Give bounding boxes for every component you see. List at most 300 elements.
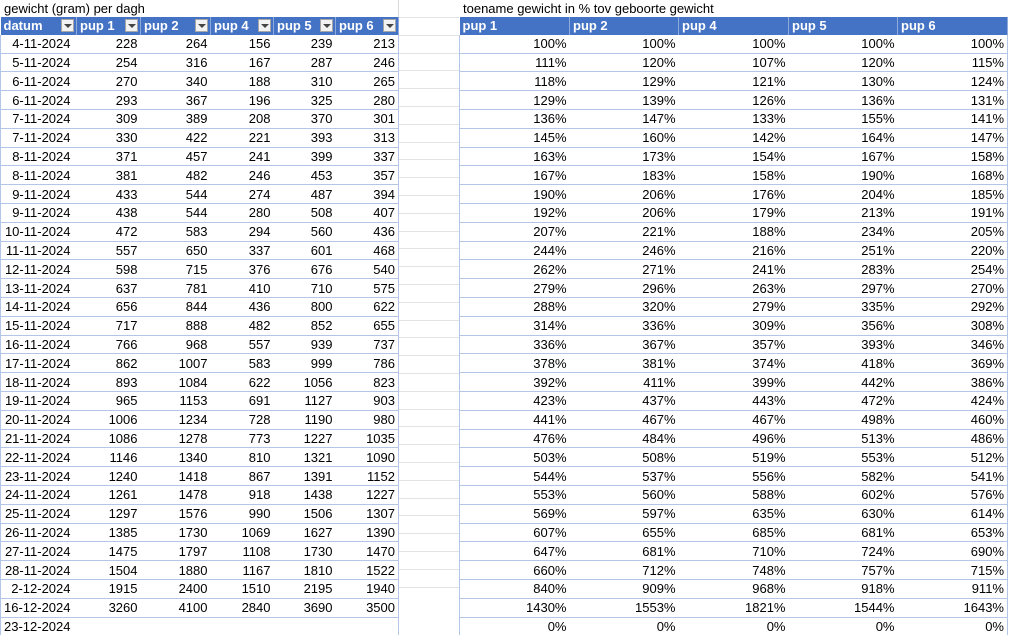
table-cell[interactable]: 192% [460, 203, 570, 222]
table-cell[interactable]: 310 [274, 72, 336, 91]
table-cell[interactable]: 8-11-2024 [1, 147, 77, 166]
table-cell[interactable]: 560% [570, 485, 679, 504]
table-cell[interactable]: 309% [679, 316, 789, 335]
table-cell[interactable]: 183% [570, 166, 679, 185]
table-cell[interactable]: 205% [898, 222, 1008, 241]
table-cell[interactable]: 508% [570, 448, 679, 467]
table-cell[interactable]: 369% [898, 354, 1008, 373]
table-cell[interactable]: 442% [789, 373, 898, 392]
table-cell[interactable]: 21-11-2024 [1, 429, 77, 448]
table-cell[interactable]: 1056 [274, 373, 336, 392]
table-cell[interactable]: 553% [460, 485, 570, 504]
filter-dropdown-icon[interactable] [125, 19, 138, 32]
table-cell[interactable]: 213% [789, 203, 898, 222]
table-cell[interactable]: 1340 [141, 448, 211, 467]
table-cell[interactable]: 336% [570, 316, 679, 335]
table-cell[interactable]: 265 [336, 72, 399, 91]
table-cell[interactable]: 7-11-2024 [1, 109, 77, 128]
table-cell[interactable]: 241% [679, 260, 789, 279]
table-cell[interactable]: 1730 [274, 542, 336, 561]
table-cell[interactable]: 185% [898, 185, 1008, 204]
table-cell[interactable]: 313 [336, 128, 399, 147]
table-cell[interactable]: 280 [336, 91, 399, 110]
table-cell[interactable]: 893 [77, 373, 141, 392]
table-cell[interactable]: 422 [141, 128, 211, 147]
table-cell[interactable]: 556% [679, 467, 789, 486]
table-cell[interactable]: 141% [898, 109, 1008, 128]
table-cell[interactable]: 190% [460, 185, 570, 204]
table-cell[interactable]: 1821% [679, 598, 789, 617]
table-cell[interactable]: 241 [211, 147, 274, 166]
table-cell[interactable]: 410 [211, 279, 274, 298]
table-cell[interactable]: 1297 [77, 504, 141, 523]
table-cell[interactable]: 583 [141, 222, 211, 241]
table-cell[interactable]: 467% [570, 410, 679, 429]
table-cell[interactable]: 1504 [77, 561, 141, 580]
table-cell[interactable]: 560 [274, 222, 336, 241]
table-cell[interactable]: 228 [77, 35, 141, 53]
table-cell[interactable]: 4-11-2024 [1, 35, 77, 53]
table-cell[interactable]: 653% [898, 523, 1008, 542]
table-cell[interactable]: 1915 [77, 579, 141, 598]
table-cell[interactable]: 100% [679, 35, 789, 53]
table-cell[interactable]: 438 [77, 203, 141, 222]
table-cell[interactable]: 288% [460, 297, 570, 316]
table-cell[interactable]: 2840 [211, 598, 274, 617]
table-cell[interactable]: 472 [77, 222, 141, 241]
table-cell[interactable]: 468 [336, 241, 399, 260]
table-cell[interactable]: 655% [570, 523, 679, 542]
table-cell[interactable]: 386% [898, 373, 1008, 392]
table-cell[interactable]: 18-11-2024 [1, 373, 77, 392]
table-cell[interactable]: 336% [460, 335, 570, 354]
table-cell[interactable]: 26-11-2024 [1, 523, 77, 542]
table-cell[interactable]: 472% [789, 391, 898, 410]
table-cell[interactable]: 316 [141, 53, 211, 72]
table-cell[interactable]: 154% [679, 147, 789, 166]
table-cell[interactable]: 167% [789, 147, 898, 166]
table-cell[interactable]: 1086 [77, 429, 141, 448]
table-cell[interactable]: 424% [898, 391, 1008, 410]
table-cell[interactable]: 453 [274, 166, 336, 185]
table-cell[interactable]: 436 [336, 222, 399, 241]
table-cell[interactable] [141, 617, 211, 635]
table-cell[interactable]: 968 [141, 335, 211, 354]
table-cell[interactable]: 2-12-2024 [1, 579, 77, 598]
table-cell[interactable]: 11-11-2024 [1, 241, 77, 260]
weight-header-pup-4[interactable] [211, 17, 274, 35]
table-cell[interactable]: 160% [570, 128, 679, 147]
table-cell[interactable]: 330 [77, 128, 141, 147]
table-cell[interactable]: 399% [679, 373, 789, 392]
table-cell[interactable]: 221% [570, 222, 679, 241]
table-cell[interactable]: 158% [679, 166, 789, 185]
table-cell[interactable]: 264 [141, 35, 211, 53]
table-cell[interactable]: 423% [460, 391, 570, 410]
table-cell[interactable]: 168% [898, 166, 1008, 185]
table-cell[interactable]: 1240 [77, 467, 141, 486]
table-cell[interactable]: 0% [460, 617, 570, 635]
table-cell[interactable]: 1390 [336, 523, 399, 542]
table-cell[interactable]: 280 [211, 203, 274, 222]
table-cell[interactable]: 206% [570, 203, 679, 222]
table-cell[interactable]: 999 [274, 354, 336, 373]
table-cell[interactable]: 852 [274, 316, 336, 335]
table-cell[interactable]: 598 [77, 260, 141, 279]
table-cell[interactable]: 614% [898, 504, 1008, 523]
table-cell[interactable]: 1069 [211, 523, 274, 542]
table-cell[interactable]: 246% [570, 241, 679, 260]
table-cell[interactable]: 436 [211, 297, 274, 316]
table-cell[interactable]: 399 [274, 147, 336, 166]
table-cell[interactable]: 4100 [141, 598, 211, 617]
table-cell[interactable]: 167% [460, 166, 570, 185]
table-cell[interactable]: 519% [679, 448, 789, 467]
table-cell[interactable] [336, 617, 399, 635]
table-cell[interactable]: 294 [211, 222, 274, 241]
percent-header-pup-6[interactable] [898, 17, 1008, 35]
table-cell[interactable]: 263% [679, 279, 789, 298]
table-cell[interactable]: 381% [570, 354, 679, 373]
table-cell[interactable]: 1035 [336, 429, 399, 448]
table-cell[interactable]: 10-11-2024 [1, 222, 77, 241]
table-cell[interactable]: 6-11-2024 [1, 91, 77, 110]
table-cell[interactable]: 301 [336, 109, 399, 128]
table-cell[interactable]: 283% [789, 260, 898, 279]
table-cell[interactable]: 1430% [460, 598, 570, 617]
table-cell[interactable]: 3690 [274, 598, 336, 617]
table-cell[interactable]: 656 [77, 297, 141, 316]
table-cell[interactable]: 356% [789, 316, 898, 335]
table-cell[interactable]: 340 [141, 72, 211, 91]
table-cell[interactable]: 1470 [336, 542, 399, 561]
table-cell[interactable]: 213 [336, 35, 399, 53]
table-cell[interactable]: 13-11-2024 [1, 279, 77, 298]
table-cell[interactable]: 1167 [211, 561, 274, 580]
table-cell[interactable]: 164% [789, 128, 898, 147]
table-cell[interactable]: 844 [141, 297, 211, 316]
table-cell[interactable]: 540 [336, 260, 399, 279]
table-cell[interactable]: 1797 [141, 542, 211, 561]
table-cell[interactable]: 1438 [274, 485, 336, 504]
table-cell[interactable]: 100% [570, 35, 679, 53]
table-cell[interactable]: 660% [460, 561, 570, 580]
table-cell[interactable]: 443% [679, 391, 789, 410]
table-cell[interactable]: 262% [460, 260, 570, 279]
table-cell[interactable]: 918 [211, 485, 274, 504]
table-cell[interactable]: 314% [460, 316, 570, 335]
table-cell[interactable] [77, 617, 141, 635]
table-cell[interactable]: 1153 [141, 391, 211, 410]
table-cell[interactable]: 173% [570, 147, 679, 166]
table-cell[interactable]: 1576 [141, 504, 211, 523]
table-cell[interactable]: 15-11-2024 [1, 316, 77, 335]
table-cell[interactable]: 1321 [274, 448, 336, 467]
filter-dropdown-icon[interactable] [258, 19, 271, 32]
table-cell[interactable]: 1506 [274, 504, 336, 523]
table-cell[interactable]: 1278 [141, 429, 211, 448]
table-cell[interactable]: 196 [211, 91, 274, 110]
table-cell[interactable]: 320% [570, 297, 679, 316]
table-cell[interactable]: 378% [460, 354, 570, 373]
table-cell[interactable]: 1234 [141, 410, 211, 429]
table-cell[interactable]: 206% [570, 185, 679, 204]
table-cell[interactable]: 367 [141, 91, 211, 110]
table-cell[interactable]: 12-11-2024 [1, 260, 77, 279]
table-cell[interactable]: 1307 [336, 504, 399, 523]
percent-header-pup-5[interactable] [789, 17, 898, 35]
table-cell[interactable]: 482 [141, 166, 211, 185]
table-cell[interactable]: 476% [460, 429, 570, 448]
table-cell[interactable]: 602% [789, 485, 898, 504]
table-cell[interactable]: 308% [898, 316, 1008, 335]
table-cell[interactable]: 176% [679, 185, 789, 204]
table-cell[interactable]: 287 [274, 53, 336, 72]
table-cell[interactable]: 145% [460, 128, 570, 147]
table-cell[interactable]: 254% [898, 260, 1008, 279]
table-cell[interactable]: 19-11-2024 [1, 391, 77, 410]
table-cell[interactable]: 1522 [336, 561, 399, 580]
table-cell[interactable]: 3500 [336, 598, 399, 617]
table-cell[interactable]: 142% [679, 128, 789, 147]
table-cell[interactable]: 292% [898, 297, 1008, 316]
table-cell[interactable]: 544 [141, 203, 211, 222]
table-cell[interactable]: 1810 [274, 561, 336, 580]
table-cell[interactable]: 498% [789, 410, 898, 429]
table-cell[interactable]: 337 [336, 147, 399, 166]
table-cell[interactable]: 460% [898, 410, 1008, 429]
table-cell[interactable]: 1090 [336, 448, 399, 467]
table-cell[interactable]: 484% [570, 429, 679, 448]
filter-dropdown-icon[interactable] [383, 19, 396, 32]
table-cell[interactable]: 980 [336, 410, 399, 429]
table-cell[interactable]: 748% [679, 561, 789, 580]
table-cell[interactable]: 411% [570, 373, 679, 392]
table-cell[interactable]: 274 [211, 185, 274, 204]
table-cell[interactable]: 862 [77, 354, 141, 373]
table-cell[interactable]: 139% [570, 91, 679, 110]
table-cell[interactable]: 1475 [77, 542, 141, 561]
table-cell[interactable]: 124% [898, 72, 1008, 91]
table-cell[interactable]: 239 [274, 35, 336, 53]
table-cell[interactable]: 1730 [141, 523, 211, 542]
table-cell[interactable]: 309 [77, 109, 141, 128]
table-cell[interactable]: 216% [679, 241, 789, 260]
table-cell[interactable]: 167 [211, 53, 274, 72]
table-cell[interactable]: 393% [789, 335, 898, 354]
table-cell[interactable]: 710% [679, 542, 789, 561]
table-cell[interactable]: 220% [898, 241, 1008, 260]
table-cell[interactable]: 575 [336, 279, 399, 298]
table-cell[interactable]: 1261 [77, 485, 141, 504]
table-cell[interactable]: 541% [898, 467, 1008, 486]
table-cell[interactable]: 155% [789, 109, 898, 128]
table-cell[interactable]: 14-11-2024 [1, 297, 77, 316]
percent-header-pup-1[interactable] [460, 17, 570, 35]
table-cell[interactable] [211, 617, 274, 635]
table-cell[interactable]: 503% [460, 448, 570, 467]
table-cell[interactable]: 270 [77, 72, 141, 91]
table-cell[interactable]: 482 [211, 316, 274, 335]
table-cell[interactable]: 246 [336, 53, 399, 72]
table-cell[interactable]: 17-11-2024 [1, 354, 77, 373]
table-cell[interactable]: 1227 [274, 429, 336, 448]
table-cell[interactable]: 381 [77, 166, 141, 185]
table-cell[interactable]: 582% [789, 467, 898, 486]
table-cell[interactable]: 467% [679, 410, 789, 429]
table-cell[interactable]: 909% [570, 579, 679, 598]
table-cell[interactable]: 244% [460, 241, 570, 260]
table-cell[interactable]: 371 [77, 147, 141, 166]
table-cell[interactable]: 208 [211, 109, 274, 128]
table-cell[interactable]: 1190 [274, 410, 336, 429]
table-cell[interactable]: 6-11-2024 [1, 72, 77, 91]
table-cell[interactable]: 630% [789, 504, 898, 523]
table-cell[interactable]: 221 [211, 128, 274, 147]
table-cell[interactable]: 496% [679, 429, 789, 448]
table-cell[interactable]: 557 [77, 241, 141, 260]
table-cell[interactable]: 188% [679, 222, 789, 241]
table-cell[interactable]: 433 [77, 185, 141, 204]
table-cell[interactable]: 737 [336, 335, 399, 354]
table-cell[interactable]: 544% [460, 467, 570, 486]
table-cell[interactable]: 23-12-2024 [1, 617, 77, 635]
table-cell[interactable]: 374% [679, 354, 789, 373]
table-cell[interactable]: 407 [336, 203, 399, 222]
table-cell[interactable]: 583 [211, 354, 274, 373]
table-cell[interactable]: 100% [898, 35, 1008, 53]
table-cell[interactable]: 147% [570, 109, 679, 128]
table-cell[interactable]: 370 [274, 109, 336, 128]
table-cell[interactable]: 111% [460, 53, 570, 72]
table-cell[interactable]: 24-11-2024 [1, 485, 77, 504]
table-cell[interactable]: 676 [274, 260, 336, 279]
table-cell[interactable]: 717 [77, 316, 141, 335]
table-cell[interactable]: 293 [77, 91, 141, 110]
table-cell[interactable]: 553% [789, 448, 898, 467]
table-cell[interactable]: 120% [789, 53, 898, 72]
table-cell[interactable]: 513% [789, 429, 898, 448]
weight-header-pup-2[interactable] [141, 17, 211, 35]
table-cell[interactable]: 911% [898, 579, 1008, 598]
filter-dropdown-icon[interactable] [320, 19, 333, 32]
table-cell[interactable]: 486% [898, 429, 1008, 448]
table-cell[interactable]: 537% [570, 467, 679, 486]
table-cell[interactable]: 0% [656, 618, 676, 634]
table-cell[interactable]: 1478 [141, 485, 211, 504]
table-cell[interactable]: 1108 [211, 542, 274, 561]
table-cell[interactable]: 867 [211, 467, 274, 486]
table-cell[interactable]: 650 [141, 241, 211, 260]
table-cell[interactable]: 9-11-2024 [1, 203, 77, 222]
table-cell[interactable]: 130% [789, 72, 898, 91]
table-cell[interactable]: 0% [766, 618, 786, 634]
table-cell[interactable]: 251% [789, 241, 898, 260]
table-cell[interactable]: 712% [570, 561, 679, 580]
table-cell[interactable]: 637 [77, 279, 141, 298]
table-cell[interactable]: 2400 [141, 579, 211, 598]
percent-header-pup-2[interactable] [570, 17, 679, 35]
table-cell[interactable]: 690% [898, 542, 1008, 561]
table-cell[interactable]: 655 [336, 316, 399, 335]
table-cell[interactable]: 508 [274, 203, 336, 222]
weight-header-pup-5[interactable] [274, 17, 336, 35]
table-cell[interactable]: 367% [570, 335, 679, 354]
table-cell[interactable]: 840% [460, 579, 570, 598]
table-cell[interactable]: 918% [789, 579, 898, 598]
table-cell[interactable]: 136% [460, 109, 570, 128]
table-cell[interactable]: 100% [789, 35, 898, 53]
table-cell[interactable]: 357 [336, 166, 399, 185]
table-cell[interactable]: 254 [77, 53, 141, 72]
table-cell[interactable]: 270% [898, 279, 1008, 298]
table-cell[interactable]: 728 [211, 410, 274, 429]
table-cell[interactable]: 1553% [570, 598, 679, 617]
table-cell[interactable]: 691 [211, 391, 274, 410]
table-cell[interactable]: 8-11-2024 [1, 166, 77, 185]
weight-header-datum[interactable] [1, 17, 77, 35]
table-cell[interactable]: 766 [77, 335, 141, 354]
table-cell[interactable]: 786 [336, 354, 399, 373]
table-cell[interactable]: 441% [460, 410, 570, 429]
table-cell[interactable]: 1627 [274, 523, 336, 542]
table-cell[interactable]: 279% [679, 297, 789, 316]
table-cell[interactable]: 376 [211, 260, 274, 279]
table-cell[interactable]: 1643% [898, 598, 1008, 617]
table-cell[interactable]: 2195 [274, 579, 336, 598]
percent-header-pup-4[interactable] [679, 17, 789, 35]
table-cell[interactable]: 601 [274, 241, 336, 260]
table-cell[interactable]: 346% [898, 335, 1008, 354]
table-cell[interactable]: 715% [898, 561, 1008, 580]
table-cell[interactable]: 100% [460, 35, 570, 53]
table-cell[interactable]: 903 [336, 391, 399, 410]
table-cell[interactable]: 234% [789, 222, 898, 241]
table-cell[interactable]: 990 [211, 504, 274, 523]
table-cell[interactable]: 487 [274, 185, 336, 204]
table-cell[interactable]: 724% [789, 542, 898, 561]
table-cell[interactable]: 16-11-2024 [1, 335, 77, 354]
left-table-title[interactable]: gewicht (gram) per dagh [0, 0, 145, 17]
table-cell[interactable]: 335% [789, 297, 898, 316]
table-cell[interactable]: 939 [274, 335, 336, 354]
table-cell[interactable]: 27-11-2024 [1, 542, 77, 561]
table-cell[interactable]: 393 [274, 128, 336, 147]
table-cell[interactable]: 1385 [77, 523, 141, 542]
table-cell[interactable]: 191% [898, 203, 1008, 222]
table-cell[interactable]: 823 [336, 373, 399, 392]
table-cell[interactable]: 968% [679, 579, 789, 598]
table-cell[interactable]: 325 [274, 91, 336, 110]
table-cell[interactable]: 147% [898, 128, 1008, 147]
table-cell[interactable]: 392% [460, 373, 570, 392]
table-cell[interactable]: 120% [570, 53, 679, 72]
table-cell[interactable]: 635% [679, 504, 789, 523]
table-cell[interactable]: 121% [679, 72, 789, 91]
weight-header-pup-1[interactable] [77, 17, 141, 35]
table-cell[interactable]: 757% [789, 561, 898, 580]
table-cell[interactable]: 647% [460, 542, 570, 561]
table-cell[interactable]: 557 [211, 335, 274, 354]
table-cell[interactable]: 25-11-2024 [1, 504, 77, 523]
table-cell[interactable]: 188 [211, 72, 274, 91]
table-cell[interactable]: 16-12-2024 [1, 598, 77, 617]
table-cell[interactable]: 133% [679, 109, 789, 128]
table-cell[interactable]: 569% [460, 504, 570, 523]
table-cell[interactable]: 9-11-2024 [1, 185, 77, 204]
table-cell[interactable]: 1227 [336, 485, 399, 504]
table-cell[interactable]: 622 [336, 297, 399, 316]
